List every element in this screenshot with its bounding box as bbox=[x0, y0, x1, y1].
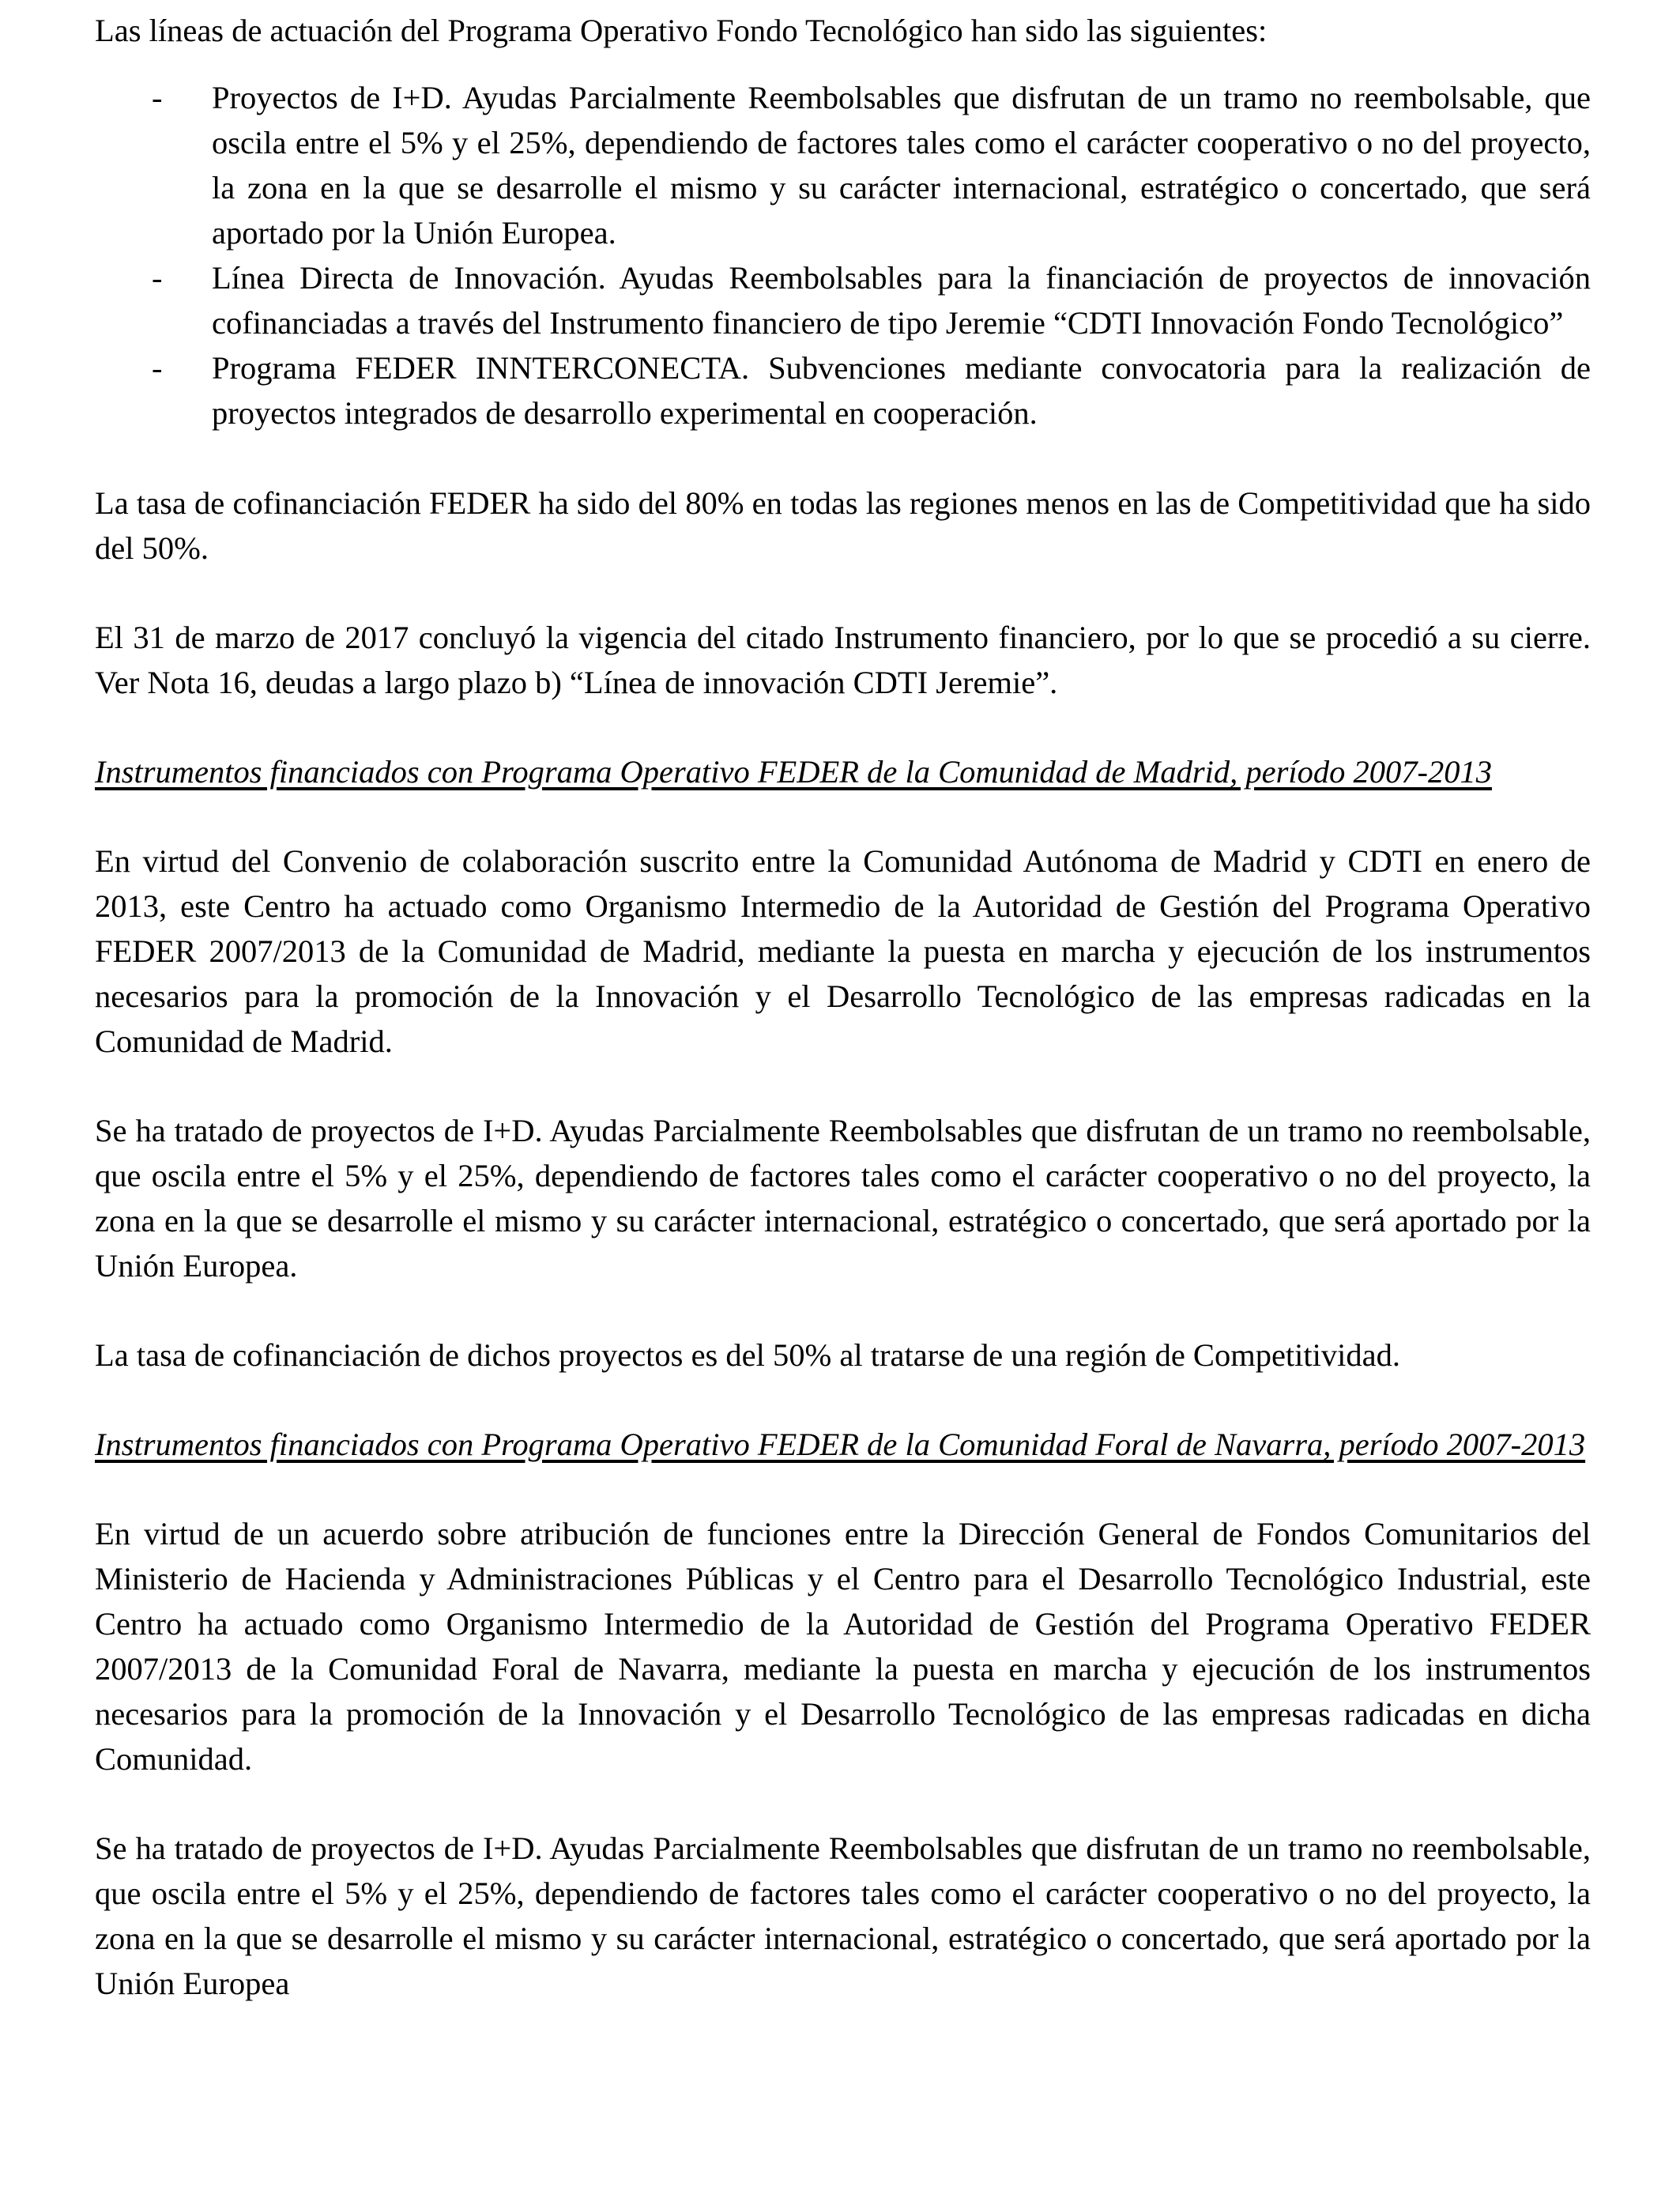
madrid-section-heading: Instrumentos financiados con Programa Operativo FEDER de la Comunidad de Madrid, período 2007-2013 bbox=[95, 754, 1492, 790]
bullet-dash: - bbox=[152, 80, 163, 115]
navarra-projects-paragraph: Se ha tratado de proyectos de I+D. Ayudas Parcialmente Reembolsables que disfrutan de un tramo no reembolsable, que oscila entre el 5% y el 25%, dependiendo de factores tales como el carácter cooperativo o no del proyecto, la zona en la que se desarrolle el mismo y su carácter internacional, estratégico o concertado, que será aportado por la Unión Europea bbox=[95, 1830, 1591, 2001]
bullet-dash: - bbox=[152, 350, 163, 386]
list-item bbox=[95, 255, 1591, 345]
list-item-text: Proyectos de I+D. Ayudas Parcialmente Reembolsables que disfrutan de un tramo no reembolsable, que oscila entre el 5% y el 25%, dependiendo de factores tales como el carácter cooperativo o no del proyecto, la zona en la que se desarrolle el mismo y su carácter internacional, estratégico o concertado, que será aportado por la Unión Europea. bbox=[212, 80, 1591, 251]
navarra-section-heading: Instrumentos financiados con Programa Operativo FEDER de la Comunidad Foral de Navarra, período 2007-2013 bbox=[95, 1427, 1586, 1462]
actuation-lines-list bbox=[95, 75, 1591, 435]
list-item-text: Programa FEDER INNTERCONECTA. Subvenciones mediante convocatoria para la realización de proyectos integrados de desarrollo experimental en cooperación. bbox=[212, 350, 1591, 431]
list-item bbox=[95, 75, 1591, 255]
document-body bbox=[95, 8, 1591, 2050]
intro-paragraph: Las líneas de actuación del Programa Operativo Fondo Tecnológico han sido las siguientes: bbox=[95, 13, 1268, 48]
navarra-agreement-paragraph: En virtud de un acuerdo sobre atribución de funciones entre la Dirección General de Fondos Comunitarios del Ministerio de Hacienda y Administraciones Públicas y el Centro para el Desarrollo Tecnológico Industrial, este Centro ha actuado como Organismo Intermedio de la Autoridad de Gestión del Programa Operativo FEDER 2007/2013 de la Comunidad Foral de Navarra, mediante la puesta en marcha y ejecución de los instrumentos necesarios para la promoción de la Innovación y el Desarrollo Tecnológico de las empresas radicadas en dicha Comunidad. bbox=[95, 1516, 1591, 1777]
cofinancing-rate-paragraph: La tasa de cofinanciación FEDER ha sido del 80% en todas las regiones menos en las de Competitividad que ha sido del 50%. bbox=[95, 485, 1591, 566]
list-item bbox=[95, 345, 1591, 435]
closure-paragraph: El 31 de marzo de 2017 concluyó la vigencia del citado Instrumento financiero, por lo que se procedió a su cierre. Ver Nota 16, deudas a largo plazo b) “Línea de innovación CDTI Jeremie”. bbox=[95, 620, 1591, 700]
madrid-projects-paragraph: Se ha tratado de proyectos de I+D. Ayudas Parcialmente Reembolsables que disfrutan de un tramo no reembolsable, que oscila entre el 5% y el 25%, dependiendo de factores tales como el carácter cooperativo o no del proyecto, la zona en la que se desarrolle el mismo y su carácter internacional, estratégico o concertado, que será aportado por la Unión Europea. bbox=[95, 1113, 1591, 1284]
list-item-text: Línea Directa de Innovación. Ayudas Reembolsables para la financiación de proyectos de innovación cofinanciadas a través del Instrumento financiero de tipo Jeremie “CDTI Innovación Fondo Tecnológico” bbox=[212, 260, 1591, 341]
madrid-agreement-paragraph: En virtud del Convenio de colaboración suscrito entre la Comunidad Autónoma de Madrid y CDTI en enero de 2013, este Centro ha actuado como Organismo Intermedio de la Autoridad de Gestión del Programa Operativo FEDER 2007/2013 de la Comunidad de Madrid, mediante la puesta en marcha y ejecución de los instrumentos necesarios para la promoción de la Innovación y el Desarrollo Tecnológico de las empresas radicadas en la Comunidad de Madrid. bbox=[95, 843, 1591, 1059]
bullet-dash: - bbox=[152, 260, 163, 296]
madrid-rate-paragraph: La tasa de cofinanciación de dichos proyectos es del 50% al tratarse de una región de Competitividad. bbox=[95, 1337, 1401, 1373]
